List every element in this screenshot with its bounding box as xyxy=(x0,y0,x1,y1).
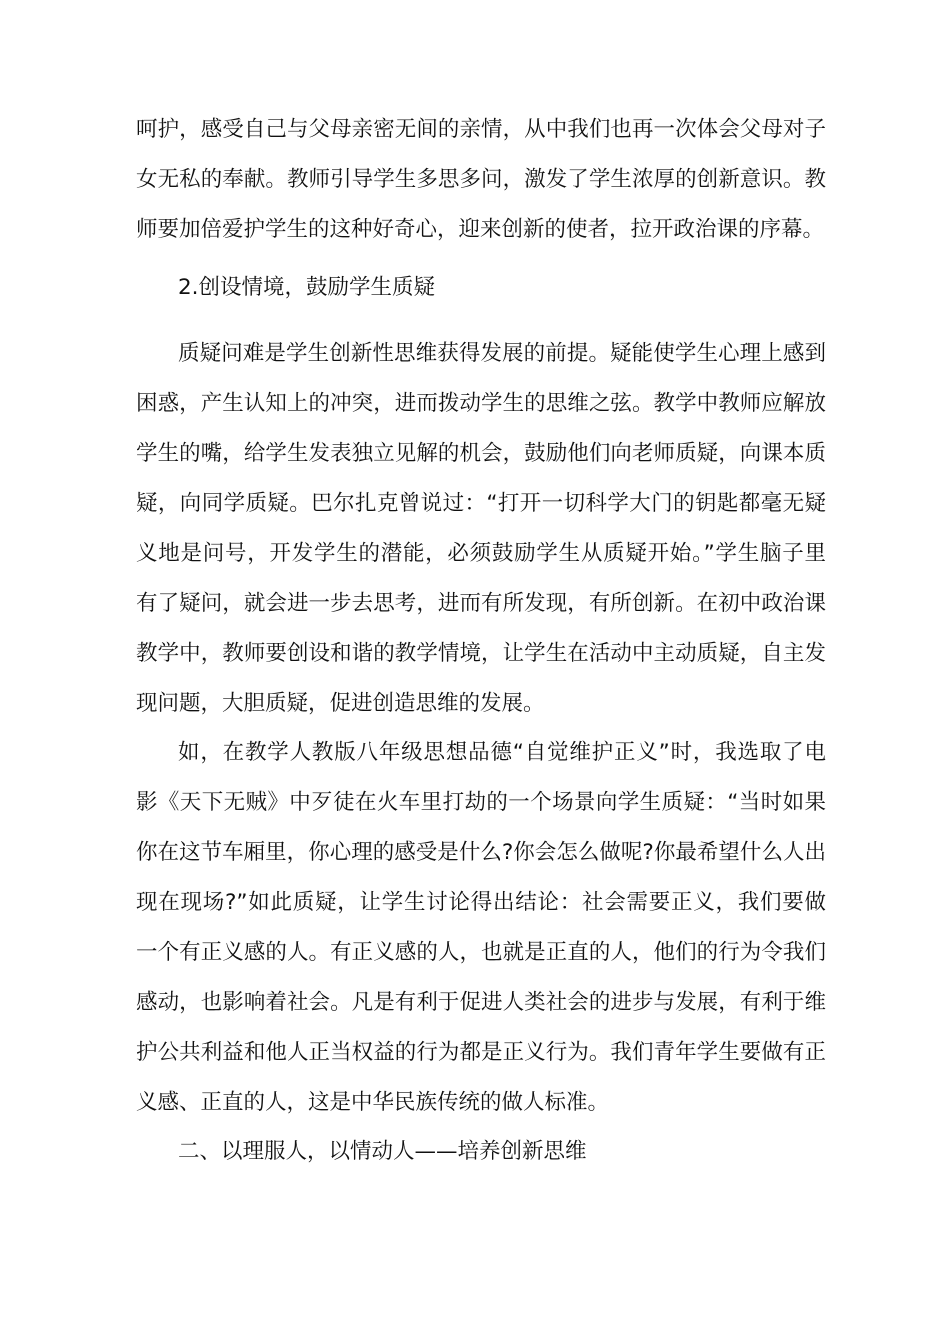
section-heading-2: 二、以理服人，以情动人——培养创新思维 xyxy=(178,1139,587,1164)
paragraph-3-line-4: 现在现场?”如此质疑，让学生讨论得出结论：社会需要正义，我们要做 xyxy=(136,890,826,915)
paragraph-2-line-5: 义地是问号，开发学生的潜能，必须鼓励学生从质疑开始。”学生脑子里 xyxy=(136,541,826,566)
paragraph-3-line-6: 感动，也影响着社会。凡是有利于促进人类社会的进步与发展，有利于维 xyxy=(136,990,826,1015)
paragraph-1-line-1: 呵护，感受自己与父母亲密无间的亲情，从中我们也再一次体会父母对子 xyxy=(136,117,826,142)
paragraph-2-line-2: 困惑，产生认知上的冲突，进而拨动学生的思维之弦。教学中教师应解放 xyxy=(136,391,826,416)
paragraph-2-line-4: 疑，向同学质疑。巴尔扎克曾说过：“打开一切科学大门的钥匙都毫无疑 xyxy=(136,491,826,516)
paragraph-3-line-7: 护公共利益和他人正当权益的行为都是正义行为。我们青年学生要做有正 xyxy=(136,1040,826,1065)
paragraph-2-line-8: 现问题，大胆质疑，促进创造思维的发展。 xyxy=(136,691,545,716)
paragraph-2-line-1: 质疑问难是学生创新性思维获得发展的前提。疑能使学生心理上感到 xyxy=(178,341,826,366)
paragraph-3-line-5: 一个有正义感的人。有正义感的人，也就是正直的人，他们的行为令我们 xyxy=(136,940,826,965)
subheading-create-situation: 2.创设情境，鼓励学生质疑 xyxy=(178,275,436,300)
paragraph-2-line-3: 学生的嘴，给学生发表独立见解的机会，鼓励他们向老师质疑，向课本质 xyxy=(136,441,826,466)
paragraph-2-line-6: 有了疑问，就会进一步去思考，进而有所发现，有所创新。在初中政治课 xyxy=(136,591,826,616)
paragraph-2-line-7: 教学中，教师要创设和谐的教学情境，让学生在活动中主动质疑，自主发 xyxy=(136,641,826,666)
paragraph-1-line-2: 女无私的奉献。教师引导学生多思多问，激发了学生浓厚的创新意识。教 xyxy=(136,167,826,192)
paragraph-3-line-2: 影《天下无贼》中歹徒在火车里打劫的一个场景向学生质疑：“当时如果 xyxy=(136,790,826,815)
paragraph-1-line-3: 师要加倍爱护学生的这种好奇心，迎来创新的使者，拉开政治课的序幕。 xyxy=(136,217,825,242)
paragraph-3-line-1: 如，在教学人教版八年级思想品德“自觉维护正义”时，我选取了电 xyxy=(178,740,826,765)
paragraph-3-line-8: 义感、正直的人，这是中华民族传统的做人标准。 xyxy=(136,1090,610,1115)
paragraph-3-line-3: 你在这节车厢里，你心理的感受是什么?你会怎么做呢?你最希望什么人出 xyxy=(136,840,826,865)
